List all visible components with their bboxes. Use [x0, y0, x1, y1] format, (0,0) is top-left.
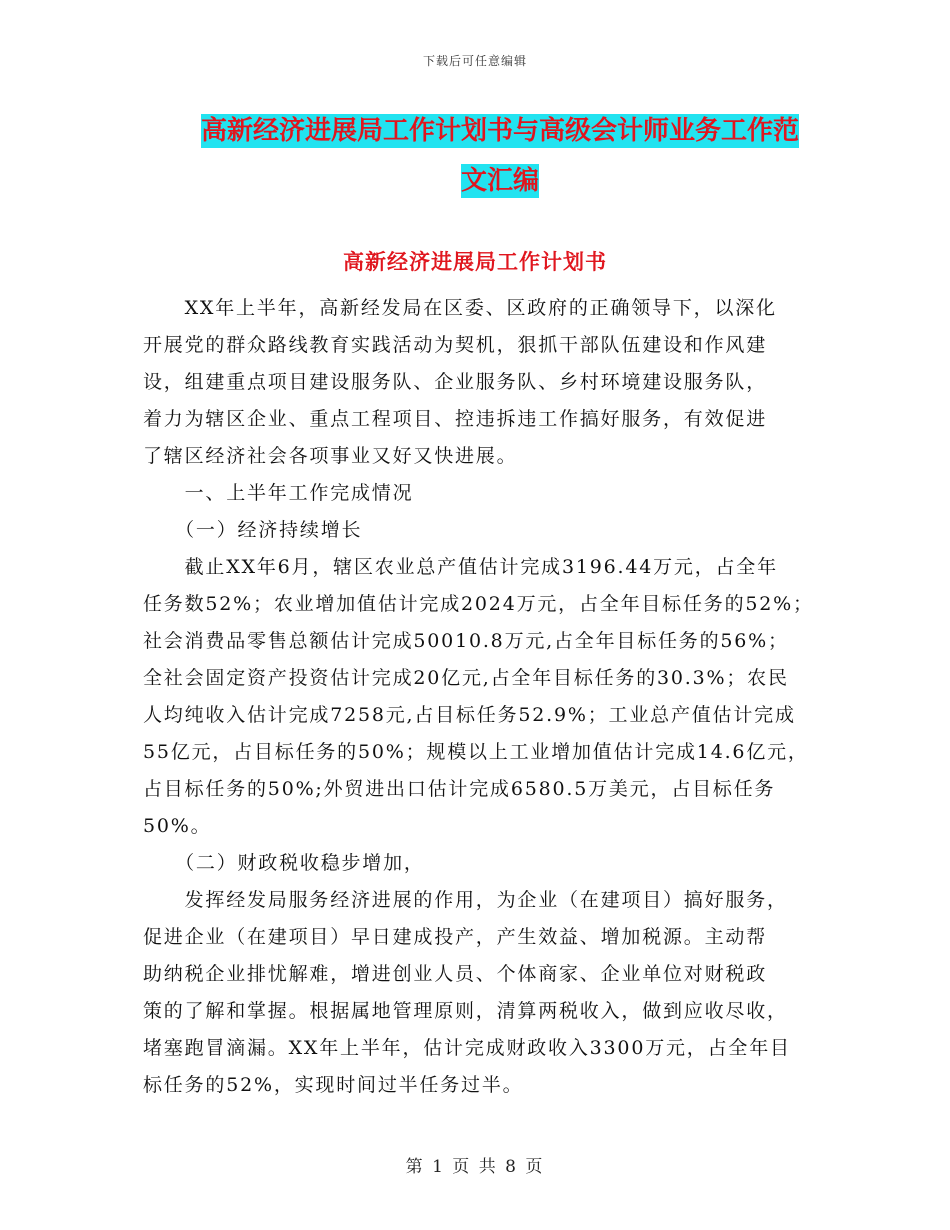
heading-line: 一、上半年工作完成情况 [143, 482, 414, 504]
text-line: 助纳税企业排忧解难，增进创业人员、个体商家、企业单位对财税政 [143, 963, 768, 985]
text-line: 占目标任务的50%;外贸进出口估计完成6580.5万美元，占目标任务 [143, 778, 776, 800]
text-line: 55亿元，占目标任务的50%；规模以上工业增加值估计完成14.6亿元， [143, 741, 809, 763]
text-line: 策的了解和掌握。根据属地管理原则，清算两税收入，做到应收尽收， [143, 1000, 788, 1022]
header-note: 下载后可任意编辑 [422, 54, 527, 68]
page-footer: 第 1 页 共 8 页 [405, 1157, 545, 1177]
text-line: 标任务的52%，实现时间过半任务过半。 [143, 1074, 524, 1096]
text-line: XX年上半年，高新经发局在区委、区政府的正确领导下，以深化 [143, 297, 777, 319]
text-line: 了辖区经济社会各项事业又好又快进展。 [143, 445, 518, 467]
text-line: 50%。 [143, 815, 212, 837]
text-line: 截止XX年6月，辖区农业总产值估计完成3196.44万元，占全年 [143, 556, 778, 578]
body-text [143, 290, 823, 1104]
title-line-2: 文汇编 [460, 166, 539, 196]
subheading-line: （一）经济持续增长 [143, 519, 363, 541]
text-line: 开展党的群众路线教育实践活动为契机，狠抓干部队伍建设和作风建 [143, 334, 768, 356]
text-line: 全社会固定资产投资估计完成20亿元,占全年目标任务的30.3%；农民 [143, 667, 789, 689]
text-line: 设，组建重点项目建设服务队、企业服务队、乡村环境建设服务队， [143, 371, 768, 393]
subheading-line: （二）财政税收稳步增加， [143, 852, 425, 874]
text-line: 促进企业（在建项目）早日建成投产，产生效益、增加税源。主动帮 [143, 926, 768, 948]
text-line: 发挥经发局服务经济进展的作用，为企业（在建项目）搞好服务， [143, 889, 788, 911]
text-line: 堵塞跑冒滴漏。XX年上半年，估计完成财政收入3300万元，占全年目 [143, 1037, 791, 1059]
text-line: 社会消费品零售总额估计完成50010.8万元,占全年目标任务的56%； [143, 630, 789, 652]
text-line: 人均纯收入估计完成7258元,占目标任务52.9%；工业总产值估计完成 [143, 704, 796, 726]
text-line: 任务数52%；农业增加值估计完成2024万元，占全年目标任务的52%； [143, 593, 814, 615]
title-line-1: 高新经济进展局工作计划书与高级会计师业务工作范 [200, 116, 799, 146]
section-title: 高新经济进展局工作计划书 [343, 249, 607, 274]
text-line: 着力为辖区企业、重点工程项目、控违拆违工作搞好服务，有效促进 [143, 408, 768, 430]
document-title [140, 106, 860, 206]
